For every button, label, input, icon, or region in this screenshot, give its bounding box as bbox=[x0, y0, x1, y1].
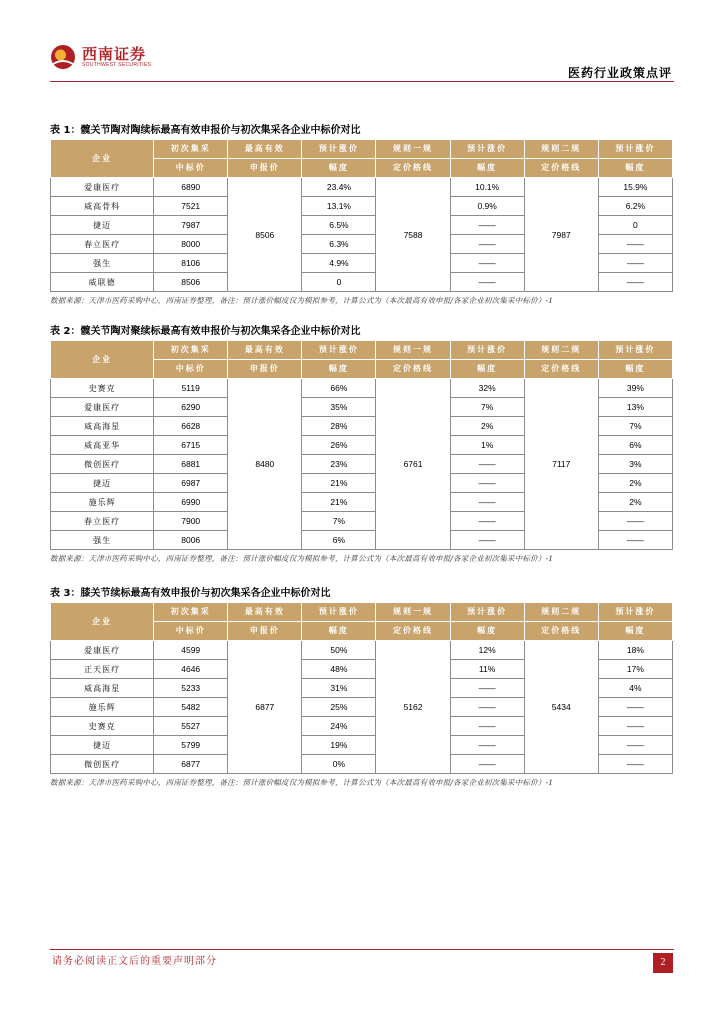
increase-3-cell: —— bbox=[598, 273, 672, 292]
increase-3-cell: 15.9% bbox=[598, 178, 672, 197]
page-number: 2 bbox=[653, 953, 673, 973]
first-bid-cell: 6628 bbox=[154, 417, 228, 436]
first-bid-cell: 7900 bbox=[154, 512, 228, 531]
table-row bbox=[51, 379, 673, 398]
increase-3-cell: 6.2% bbox=[598, 197, 672, 216]
increase-1-cell: 7% bbox=[302, 512, 376, 531]
table-1-caption: 表 1：髋关节陶对陶续标最高有效申报价与初次集采各企业中标价对比 bbox=[50, 125, 361, 136]
company-cell: 春立医疗 bbox=[51, 512, 154, 531]
col-header-increase-3: 预计涨价 bbox=[598, 603, 672, 622]
col-header-increase-1: 预计涨价 bbox=[302, 341, 376, 360]
col-header-increase-2-sub: 幅度 bbox=[450, 360, 524, 379]
col-header-company: 企业 bbox=[51, 341, 154, 379]
col-header-increase-3: 预计涨价 bbox=[598, 140, 672, 159]
increase-3-cell: —— bbox=[598, 698, 672, 717]
increase-3-cell: 2% bbox=[598, 493, 672, 512]
first-bid-cell: 6715 bbox=[154, 436, 228, 455]
max-price-cell: 6877 bbox=[228, 641, 302, 774]
logo-english-name: SOUTHWEST SECURITIES bbox=[82, 61, 152, 68]
rule-1-price-cell: 5162 bbox=[376, 641, 450, 774]
increase-3-cell: —— bbox=[598, 736, 672, 755]
increase-1-cell: 23.4% bbox=[302, 178, 376, 197]
table-2 bbox=[50, 340, 673, 550]
company-cell: 捷迈 bbox=[51, 736, 154, 755]
increase-2-cell: 11% bbox=[450, 660, 524, 679]
increase-2-cell: —— bbox=[450, 531, 524, 550]
increase-1-cell: 21% bbox=[302, 474, 376, 493]
col-header-rule-2-sub: 定价格线 bbox=[524, 622, 598, 641]
footer-disclaimer: 请务必阅读正文后的重要声明部分 bbox=[52, 956, 217, 967]
col-header-increase-2: 预计涨价 bbox=[450, 603, 524, 622]
col-header-max-price-sub: 申报价 bbox=[228, 622, 302, 641]
increase-3-cell: —— bbox=[598, 235, 672, 254]
increase-3-cell: 6% bbox=[598, 436, 672, 455]
company-cell: 春立医疗 bbox=[51, 235, 154, 254]
increase-2-cell: —— bbox=[450, 698, 524, 717]
col-header-max-price-sub: 申报价 bbox=[228, 159, 302, 178]
col-header-rule-1-sub: 定价格线 bbox=[376, 360, 450, 379]
col-header-increase-1: 预计涨价 bbox=[302, 603, 376, 622]
increase-2-cell: —— bbox=[450, 254, 524, 273]
first-bid-cell: 4646 bbox=[154, 660, 228, 679]
first-bid-cell: 8000 bbox=[154, 235, 228, 254]
col-header-company: 企业 bbox=[51, 603, 154, 641]
col-header-increase-1-sub: 幅度 bbox=[302, 622, 376, 641]
col-header-max-price: 最高有效 bbox=[228, 140, 302, 159]
table-3-source: 数据来源：天津市医药采购中心，西南证券整理，备注：预计涨价幅度仅为模拟参考，计算公式为（本次最高有效申报/各家企业初次集采中标价）-1 bbox=[50, 778, 554, 787]
table-1-source: 数据来源：天津市医药采购中心，西南证券整理，备注：预计涨价幅度仅为模拟参考，计算公式为（本次最高有效申报/各家企业初次集采中标价）-1 bbox=[50, 296, 554, 305]
increase-1-cell: 0 bbox=[302, 273, 376, 292]
increase-2-cell: 32% bbox=[450, 379, 524, 398]
col-header-increase-2: 预计涨价 bbox=[450, 341, 524, 360]
company-cell: 施乐辉 bbox=[51, 493, 154, 512]
increase-3-cell: 3% bbox=[598, 455, 672, 474]
col-header-rule-2: 规则二规 bbox=[524, 341, 598, 360]
first-bid-cell: 5527 bbox=[154, 717, 228, 736]
company-cell: 威高骨科 bbox=[51, 197, 154, 216]
col-header-increase-1: 预计涨价 bbox=[302, 140, 376, 159]
max-price-cell: 8506 bbox=[228, 178, 302, 292]
increase-3-cell: 7% bbox=[598, 417, 672, 436]
increase-2-cell: —— bbox=[450, 512, 524, 531]
first-bid-cell: 5119 bbox=[154, 379, 228, 398]
table-row bbox=[51, 178, 673, 197]
increase-3-cell: —— bbox=[598, 254, 672, 273]
company-cell: 强生 bbox=[51, 531, 154, 550]
increase-1-cell: 6.5% bbox=[302, 216, 376, 235]
col-header-rule-2-sub: 定价格线 bbox=[524, 360, 598, 379]
company-cell: 爱康医疗 bbox=[51, 398, 154, 417]
col-header-increase-2-sub: 幅度 bbox=[450, 159, 524, 178]
first-bid-cell: 5799 bbox=[154, 736, 228, 755]
col-header-max-price: 最高有效 bbox=[228, 341, 302, 360]
table-1-block bbox=[50, 123, 674, 306]
increase-1-cell: 6% bbox=[302, 531, 376, 550]
table-2-block bbox=[50, 324, 674, 564]
increase-3-cell: —— bbox=[598, 512, 672, 531]
table-3 bbox=[50, 602, 673, 774]
col-header-rule-1-sub: 定价格线 bbox=[376, 622, 450, 641]
col-header-first-bid: 初次集采 bbox=[154, 603, 228, 622]
col-header-increase-1-sub: 幅度 bbox=[302, 159, 376, 178]
increase-2-cell: 0.9% bbox=[450, 197, 524, 216]
company-cell: 史赛克 bbox=[51, 379, 154, 398]
company-cell: 强生 bbox=[51, 254, 154, 273]
increase-1-cell: 66% bbox=[302, 379, 376, 398]
increase-1-cell: 13.1% bbox=[302, 197, 376, 216]
company-cell: 微创医疗 bbox=[51, 755, 154, 774]
increase-2-cell: 12% bbox=[450, 641, 524, 660]
col-header-max-price-sub: 申报价 bbox=[228, 360, 302, 379]
increase-2-cell: —— bbox=[450, 474, 524, 493]
col-header-max-price: 最高有效 bbox=[228, 603, 302, 622]
page-header bbox=[0, 0, 724, 90]
first-bid-cell: 6877 bbox=[154, 755, 228, 774]
table-2-caption: 表 2：髋关节陶对聚续标最高有效申报价与初次集采各企业中标价对比 bbox=[50, 326, 361, 337]
table-row bbox=[51, 641, 673, 660]
company-cell: 微创医疗 bbox=[51, 455, 154, 474]
increase-1-cell: 0% bbox=[302, 755, 376, 774]
table-3-caption: 表 3：膝关节续标最高有效申报价与初次集采各企业中标价对比 bbox=[50, 588, 331, 599]
increase-3-cell: 4% bbox=[598, 679, 672, 698]
increase-3-cell: —— bbox=[598, 755, 672, 774]
header-divider bbox=[50, 81, 674, 82]
company-cell: 威高亚华 bbox=[51, 436, 154, 455]
increase-3-cell: 13% bbox=[598, 398, 672, 417]
increase-2-cell: —— bbox=[450, 717, 524, 736]
rule-2-price-cell: 5434 bbox=[524, 641, 598, 774]
rule-2-price-cell: 7117 bbox=[524, 379, 598, 550]
increase-1-cell: 19% bbox=[302, 736, 376, 755]
increase-2-cell: 2% bbox=[450, 417, 524, 436]
company-cell: 威高海星 bbox=[51, 417, 154, 436]
footer-divider bbox=[50, 949, 674, 950]
increase-1-cell: 4.9% bbox=[302, 254, 376, 273]
col-header-first-bid-sub: 中标价 bbox=[154, 360, 228, 379]
col-header-rule-2: 规则二规 bbox=[524, 603, 598, 622]
increase-2-cell: 10.1% bbox=[450, 178, 524, 197]
col-header-first-bid: 初次集采 bbox=[154, 140, 228, 159]
rule-1-price-cell: 6761 bbox=[376, 379, 450, 550]
col-header-first-bid-sub: 中标价 bbox=[154, 159, 228, 178]
increase-3-cell: 0 bbox=[598, 216, 672, 235]
col-header-rule-2-sub: 定价格线 bbox=[524, 159, 598, 178]
company-cell: 施乐辉 bbox=[51, 698, 154, 717]
increase-3-cell: 17% bbox=[598, 660, 672, 679]
increase-2-cell: —— bbox=[450, 273, 524, 292]
col-header-rule-2: 规则二规 bbox=[524, 140, 598, 159]
increase-1-cell: 24% bbox=[302, 717, 376, 736]
col-header-increase-3-sub: 幅度 bbox=[598, 159, 672, 178]
col-header-company: 企业 bbox=[51, 140, 154, 178]
max-price-cell: 8480 bbox=[228, 379, 302, 550]
increase-3-cell: —— bbox=[598, 717, 672, 736]
increase-3-cell: 2% bbox=[598, 474, 672, 493]
increase-2-cell: —— bbox=[450, 755, 524, 774]
increase-1-cell: 50% bbox=[302, 641, 376, 660]
col-header-rule-1-sub: 定价格线 bbox=[376, 159, 450, 178]
col-header-increase-3: 预计涨价 bbox=[598, 341, 672, 360]
first-bid-cell: 6890 bbox=[154, 178, 228, 197]
increase-2-cell: —— bbox=[450, 235, 524, 254]
company-cell: 正天医疗 bbox=[51, 660, 154, 679]
table-2-source: 数据来源：天津市医药采购中心，西南证券整理，备注：预计涨价幅度仅为模拟参考，计算公式为（本次最高有效申报/各家企业初次集采中标价）-1 bbox=[50, 554, 554, 563]
company-logo bbox=[50, 44, 151, 70]
rule-1-price-cell: 7588 bbox=[376, 178, 450, 292]
company-cell: 捷迈 bbox=[51, 216, 154, 235]
first-bid-cell: 4599 bbox=[154, 641, 228, 660]
col-header-increase-2: 预计涨价 bbox=[450, 140, 524, 159]
company-cell: 史赛克 bbox=[51, 717, 154, 736]
increase-2-cell: 7% bbox=[450, 398, 524, 417]
col-header-rule-1: 规则一规 bbox=[376, 603, 450, 622]
col-header-rule-1: 规则一规 bbox=[376, 341, 450, 360]
increase-2-cell: —— bbox=[450, 679, 524, 698]
company-cell: 爱康医疗 bbox=[51, 178, 154, 197]
increase-3-cell: —— bbox=[598, 531, 672, 550]
table-1 bbox=[50, 139, 673, 292]
increase-2-cell: 1% bbox=[450, 436, 524, 455]
first-bid-cell: 8006 bbox=[154, 531, 228, 550]
increase-1-cell: 31% bbox=[302, 679, 376, 698]
col-header-increase-3-sub: 幅度 bbox=[598, 622, 672, 641]
increase-1-cell: 28% bbox=[302, 417, 376, 436]
increase-1-cell: 26% bbox=[302, 436, 376, 455]
company-cell: 爱康医疗 bbox=[51, 641, 154, 660]
southwest-securities-logo-icon bbox=[50, 44, 76, 70]
first-bid-cell: 6290 bbox=[154, 398, 228, 417]
first-bid-cell: 6987 bbox=[154, 474, 228, 493]
first-bid-cell: 6881 bbox=[154, 455, 228, 474]
logo-chinese-name: 西南证券 bbox=[82, 44, 147, 63]
increase-1-cell: 35% bbox=[302, 398, 376, 417]
increase-1-cell: 48% bbox=[302, 660, 376, 679]
col-header-increase-3-sub: 幅度 bbox=[598, 360, 672, 379]
increase-2-cell: —— bbox=[450, 216, 524, 235]
first-bid-cell: 7987 bbox=[154, 216, 228, 235]
increase-3-cell: 39% bbox=[598, 379, 672, 398]
company-cell: 威高海星 bbox=[51, 679, 154, 698]
increase-1-cell: 25% bbox=[302, 698, 376, 717]
col-header-first-bid-sub: 中标价 bbox=[154, 622, 228, 641]
increase-1-cell: 23% bbox=[302, 455, 376, 474]
first-bid-cell: 7521 bbox=[154, 197, 228, 216]
rule-2-price-cell: 7987 bbox=[524, 178, 598, 292]
increase-2-cell: —— bbox=[450, 455, 524, 474]
increase-1-cell: 6.3% bbox=[302, 235, 376, 254]
col-header-first-bid: 初次集采 bbox=[154, 341, 228, 360]
col-header-rule-1: 规则一规 bbox=[376, 140, 450, 159]
increase-2-cell: —— bbox=[450, 493, 524, 512]
increase-2-cell: —— bbox=[450, 736, 524, 755]
col-header-increase-2-sub: 幅度 bbox=[450, 622, 524, 641]
first-bid-cell: 5482 bbox=[154, 698, 228, 717]
increase-3-cell: 18% bbox=[598, 641, 672, 660]
company-cell: 威联德 bbox=[51, 273, 154, 292]
increase-1-cell: 21% bbox=[302, 493, 376, 512]
col-header-increase-1-sub: 幅度 bbox=[302, 360, 376, 379]
first-bid-cell: 8506 bbox=[154, 273, 228, 292]
report-category-title: 医药行业政策点评 bbox=[567, 66, 672, 80]
first-bid-cell: 8106 bbox=[154, 254, 228, 273]
first-bid-cell: 5233 bbox=[154, 679, 228, 698]
first-bid-cell: 6990 bbox=[154, 493, 228, 512]
company-cell: 捷迈 bbox=[51, 474, 154, 493]
table-3-block bbox=[50, 586, 674, 788]
